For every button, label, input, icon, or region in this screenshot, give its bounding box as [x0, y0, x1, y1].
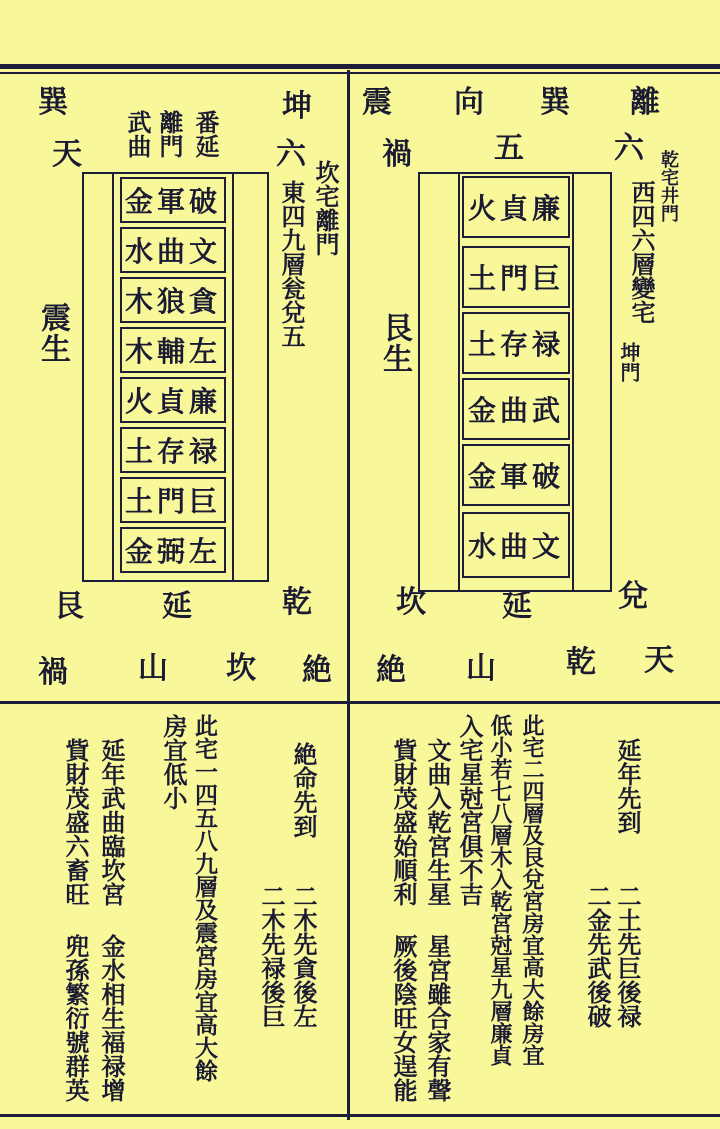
right-text-heading: 延年先到 [613, 738, 642, 834]
left-top-note-1: 番延 [191, 110, 220, 158]
left-star-cell: 火貞廉 [120, 377, 226, 423]
right-base-2: 山 [466, 651, 496, 686]
left-base-4: 絶 [302, 653, 332, 688]
right-second-right: 六 [614, 131, 644, 166]
left-text-poem: 延年武曲臨坎宮 [97, 738, 126, 906]
right-star-cell: 金曲武 [462, 378, 570, 440]
left-top-note-3: 武曲 [123, 110, 152, 158]
left-text-poem: 兜孫繁衍號群英 [61, 934, 90, 1102]
right-side-label: 艮生 [377, 312, 412, 374]
left-star-cell: 木輔左 [120, 327, 226, 373]
right-second-center: 五 [494, 131, 524, 166]
center-divider [347, 70, 350, 1120]
right-top-4: 離 [630, 85, 660, 120]
left-star-cell: 土存禄 [120, 427, 226, 473]
right-text-poem: 貲財茂盛始順利 [389, 738, 418, 906]
bottom-border [0, 1114, 720, 1117]
right-star-cell: 土存禄 [462, 312, 570, 374]
right-text-line: 入宅星尅宮俱不吉 [455, 714, 484, 906]
right-base-1: 絶 [376, 653, 406, 688]
left-text-poem: 金水相生福禄增 [97, 934, 126, 1102]
left-side-note-2: 東四九層瓮兌五 [277, 180, 306, 348]
left-text-line: 此宅一四五八九層及震宮房宜高大餘 [191, 714, 218, 1082]
right-text-poem: 星宮雖合家有聲 [423, 934, 452, 1102]
right-text-poem: 厥後陰旺女逞能 [389, 934, 418, 1102]
left-base-3: 坎 [226, 651, 256, 686]
right-top-1: 震 [362, 85, 392, 120]
left-side-note-1: 坎宅離門 [311, 160, 340, 256]
right-text-line: 此宅二四層及艮兌宮房宜高大餘房宜 [519, 714, 545, 1066]
right-text-poem: 文曲入乾宮生星 [423, 738, 452, 906]
right-bottom-left: 坎 [396, 585, 426, 620]
right-bottom-center: 延 [502, 589, 532, 624]
left-star-cell: 金軍破 [120, 177, 226, 223]
right-top-2: 向 [454, 85, 484, 120]
right-side-note-1: 乾宅井門 [658, 150, 679, 222]
right-second-left: 禍 [382, 137, 412, 172]
right-side-note-2: 西四六層變宅 [627, 180, 656, 324]
right-text-line: 二土先巨後禄 [613, 884, 642, 1028]
right-star-cell: 水曲文 [462, 512, 570, 578]
top-border-inner [0, 72, 720, 74]
left-base-2: 山 [138, 651, 168, 686]
left-text-poem: 貲財茂盛六畜旺 [61, 738, 90, 906]
right-text-line: 低小若七八層木入乾宮尅星九層廉貞 [487, 714, 513, 1066]
left-bottom-left: 艮 [54, 589, 84, 624]
left-side-label: 震生 [35, 302, 70, 364]
left-text-line: 二木先貪後左 [289, 884, 318, 1028]
left-text-heading: 絶命先到 [289, 742, 318, 838]
right-star-cell: 金軍破 [462, 444, 570, 506]
left-base-1: 禍 [38, 655, 68, 690]
left-bottom-center: 延 [162, 589, 192, 624]
right-base-4: 天 [644, 643, 674, 678]
middle-divider [0, 701, 720, 704]
right-text-line: 二金先武後破 [583, 884, 612, 1028]
left-star-cell: 木狼貪 [120, 277, 226, 323]
left-top-note-2: 離門 [155, 110, 184, 158]
right-star-cell: 土門巨 [462, 246, 570, 308]
right-side-note-3: 坤門 [617, 342, 641, 382]
left-top-left-trigram: 巽 [38, 85, 68, 120]
left-text-line: 二木先禄後巨 [257, 884, 286, 1028]
left-bottom-right: 乾 [282, 585, 312, 620]
left-second-right: 六 [276, 137, 306, 172]
left-top-right-trigram: 坤 [282, 89, 312, 124]
right-star-cell: 火貞廉 [462, 176, 570, 238]
left-star-cell: 金弼左 [120, 527, 226, 573]
right-base-3: 乾 [566, 645, 596, 680]
left-star-cell: 土門巨 [120, 477, 226, 523]
right-bottom-right: 兌 [618, 579, 648, 614]
left-second-left: 天 [52, 137, 82, 172]
left-star-cell: 水曲文 [120, 227, 226, 273]
top-border [0, 64, 720, 69]
left-text-line: 房宜低小 [159, 714, 188, 810]
right-top-3: 巽 [540, 85, 570, 120]
